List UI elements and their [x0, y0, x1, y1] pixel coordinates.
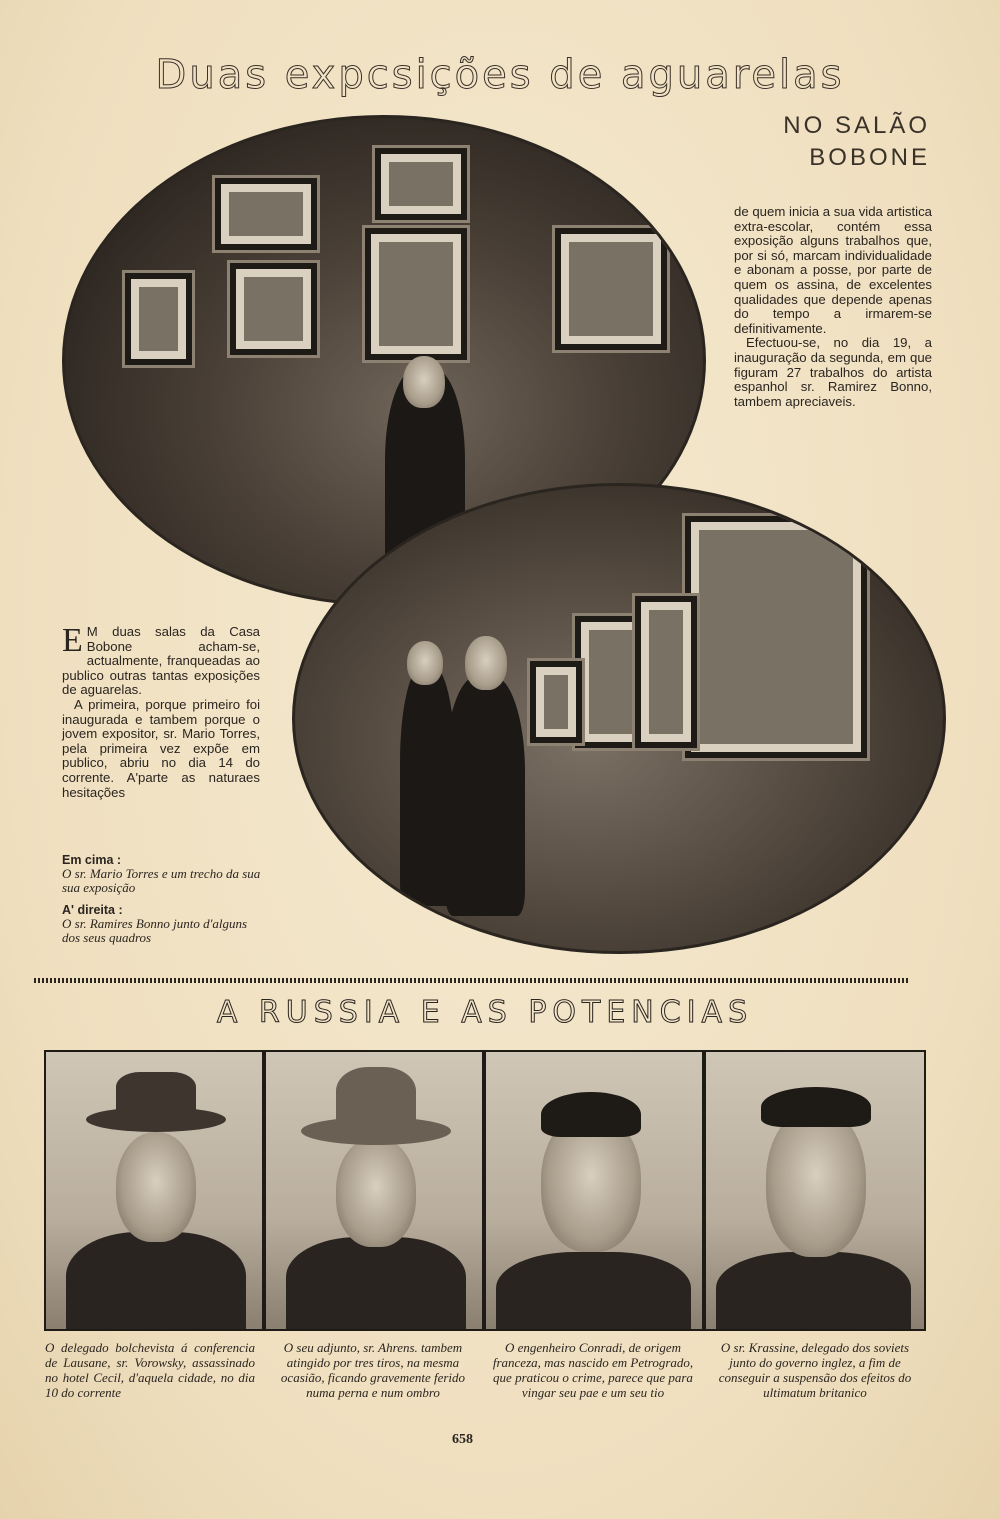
standing-man-right — [445, 676, 525, 916]
portrait-caption-4: O sr. Krassine, delegado dos soviets junto do governo inglez, a fim de conseguir a suspensão dos efeitos do ultimatum britanico — [718, 1340, 912, 1400]
painting-frame — [635, 596, 697, 748]
painting-frame — [375, 148, 467, 220]
portrait-ahrens — [264, 1050, 484, 1331]
article-title-2: A RUSSIA E AS POTENCIAS — [216, 995, 754, 1030]
painting-frame — [685, 516, 867, 758]
portrait-vorowsky — [44, 1050, 264, 1331]
section-divider — [34, 978, 910, 983]
portrait-caption-1: O delegado bolchevista á conferencia de Lausane, sr. Vorowsky, assassinado no hotel Cecil, d'aquela cidade, no dia 10 do corrente — [45, 1340, 255, 1400]
portrait-caption-3: O engenheiro Conradi, de origem franceza, mas nascido em Petrogrado, que praticou o crime, parece que para vingar seu pae e um seu tio — [492, 1340, 694, 1400]
painting-frame — [530, 661, 582, 743]
photo-ramirez-bonno-exhibition — [292, 483, 946, 954]
photo-captions — [62, 853, 262, 953]
paragraph: de quem inicia a sua vida artistica extra-escolar, contém essa exposição alguns trabalhos que, por si só, marcam individualidade e abonam a posse, por parte de quem os assina, de excelentes qualidades que depende apenas do tempo a irmarem-se definitivamente. — [734, 204, 932, 336]
caption-label: A' direita : — [62, 903, 123, 917]
subtitle-line-1: NO SALÃO — [783, 112, 930, 139]
portrait-conradi — [484, 1050, 704, 1331]
seated-man-head — [403, 356, 445, 408]
caption-text: O sr. Ramires Bonno junto d'alguns dos seus quadros — [62, 916, 248, 945]
paragraph-first: E M duas salas da Casa Bobone acham-se, actualmente, franqueadas ao publico outras tantas exposições de aguarelas. — [62, 622, 260, 698]
article-title: Duas expcsições de aguarelas — [155, 52, 845, 98]
article-left-column — [62, 622, 260, 800]
painting-frame — [215, 178, 317, 250]
standing-man-left-head — [407, 641, 443, 685]
standing-man-right-head — [465, 636, 507, 690]
caption-label: Em cima : — [62, 853, 122, 867]
article-right-column — [734, 205, 932, 409]
drop-cap: E — [62, 622, 83, 659]
subtitle-line-2: BOBONE — [809, 144, 930, 171]
portrait-krassine — [704, 1050, 926, 1331]
caption-text: O sr. Mario Torres e um trecho da sua sua exposição — [62, 866, 261, 895]
painting-frame — [125, 273, 192, 365]
painting-frame — [555, 228, 667, 350]
paragraph: Efectuou-se, no dia 19, a inauguração da segunda, em que figuram 27 trabalhos do artista espanhol sr. Ramirez Bonno, tambem apreciaveis. — [734, 335, 932, 409]
article-subtitle — [720, 110, 930, 174]
paragraph: A primeira, porque primeiro foi inaugurada e tambem porque o jovem expositor, sr. Mario Torres, pela primeira vez expõe em publico, abriu no dia 14 do corrente. A'parte as naturaes hesitações — [62, 696, 260, 800]
painting-frame — [230, 263, 317, 355]
portrait-caption-2: O seu adjunto, sr. Ahrens. tambem atingido por tres tiros, na mesma ocasião, ficando gravemente ferido numa perna e num ombro — [280, 1340, 466, 1400]
page-number: 658 — [452, 1432, 473, 1447]
painting-frame — [365, 228, 467, 360]
